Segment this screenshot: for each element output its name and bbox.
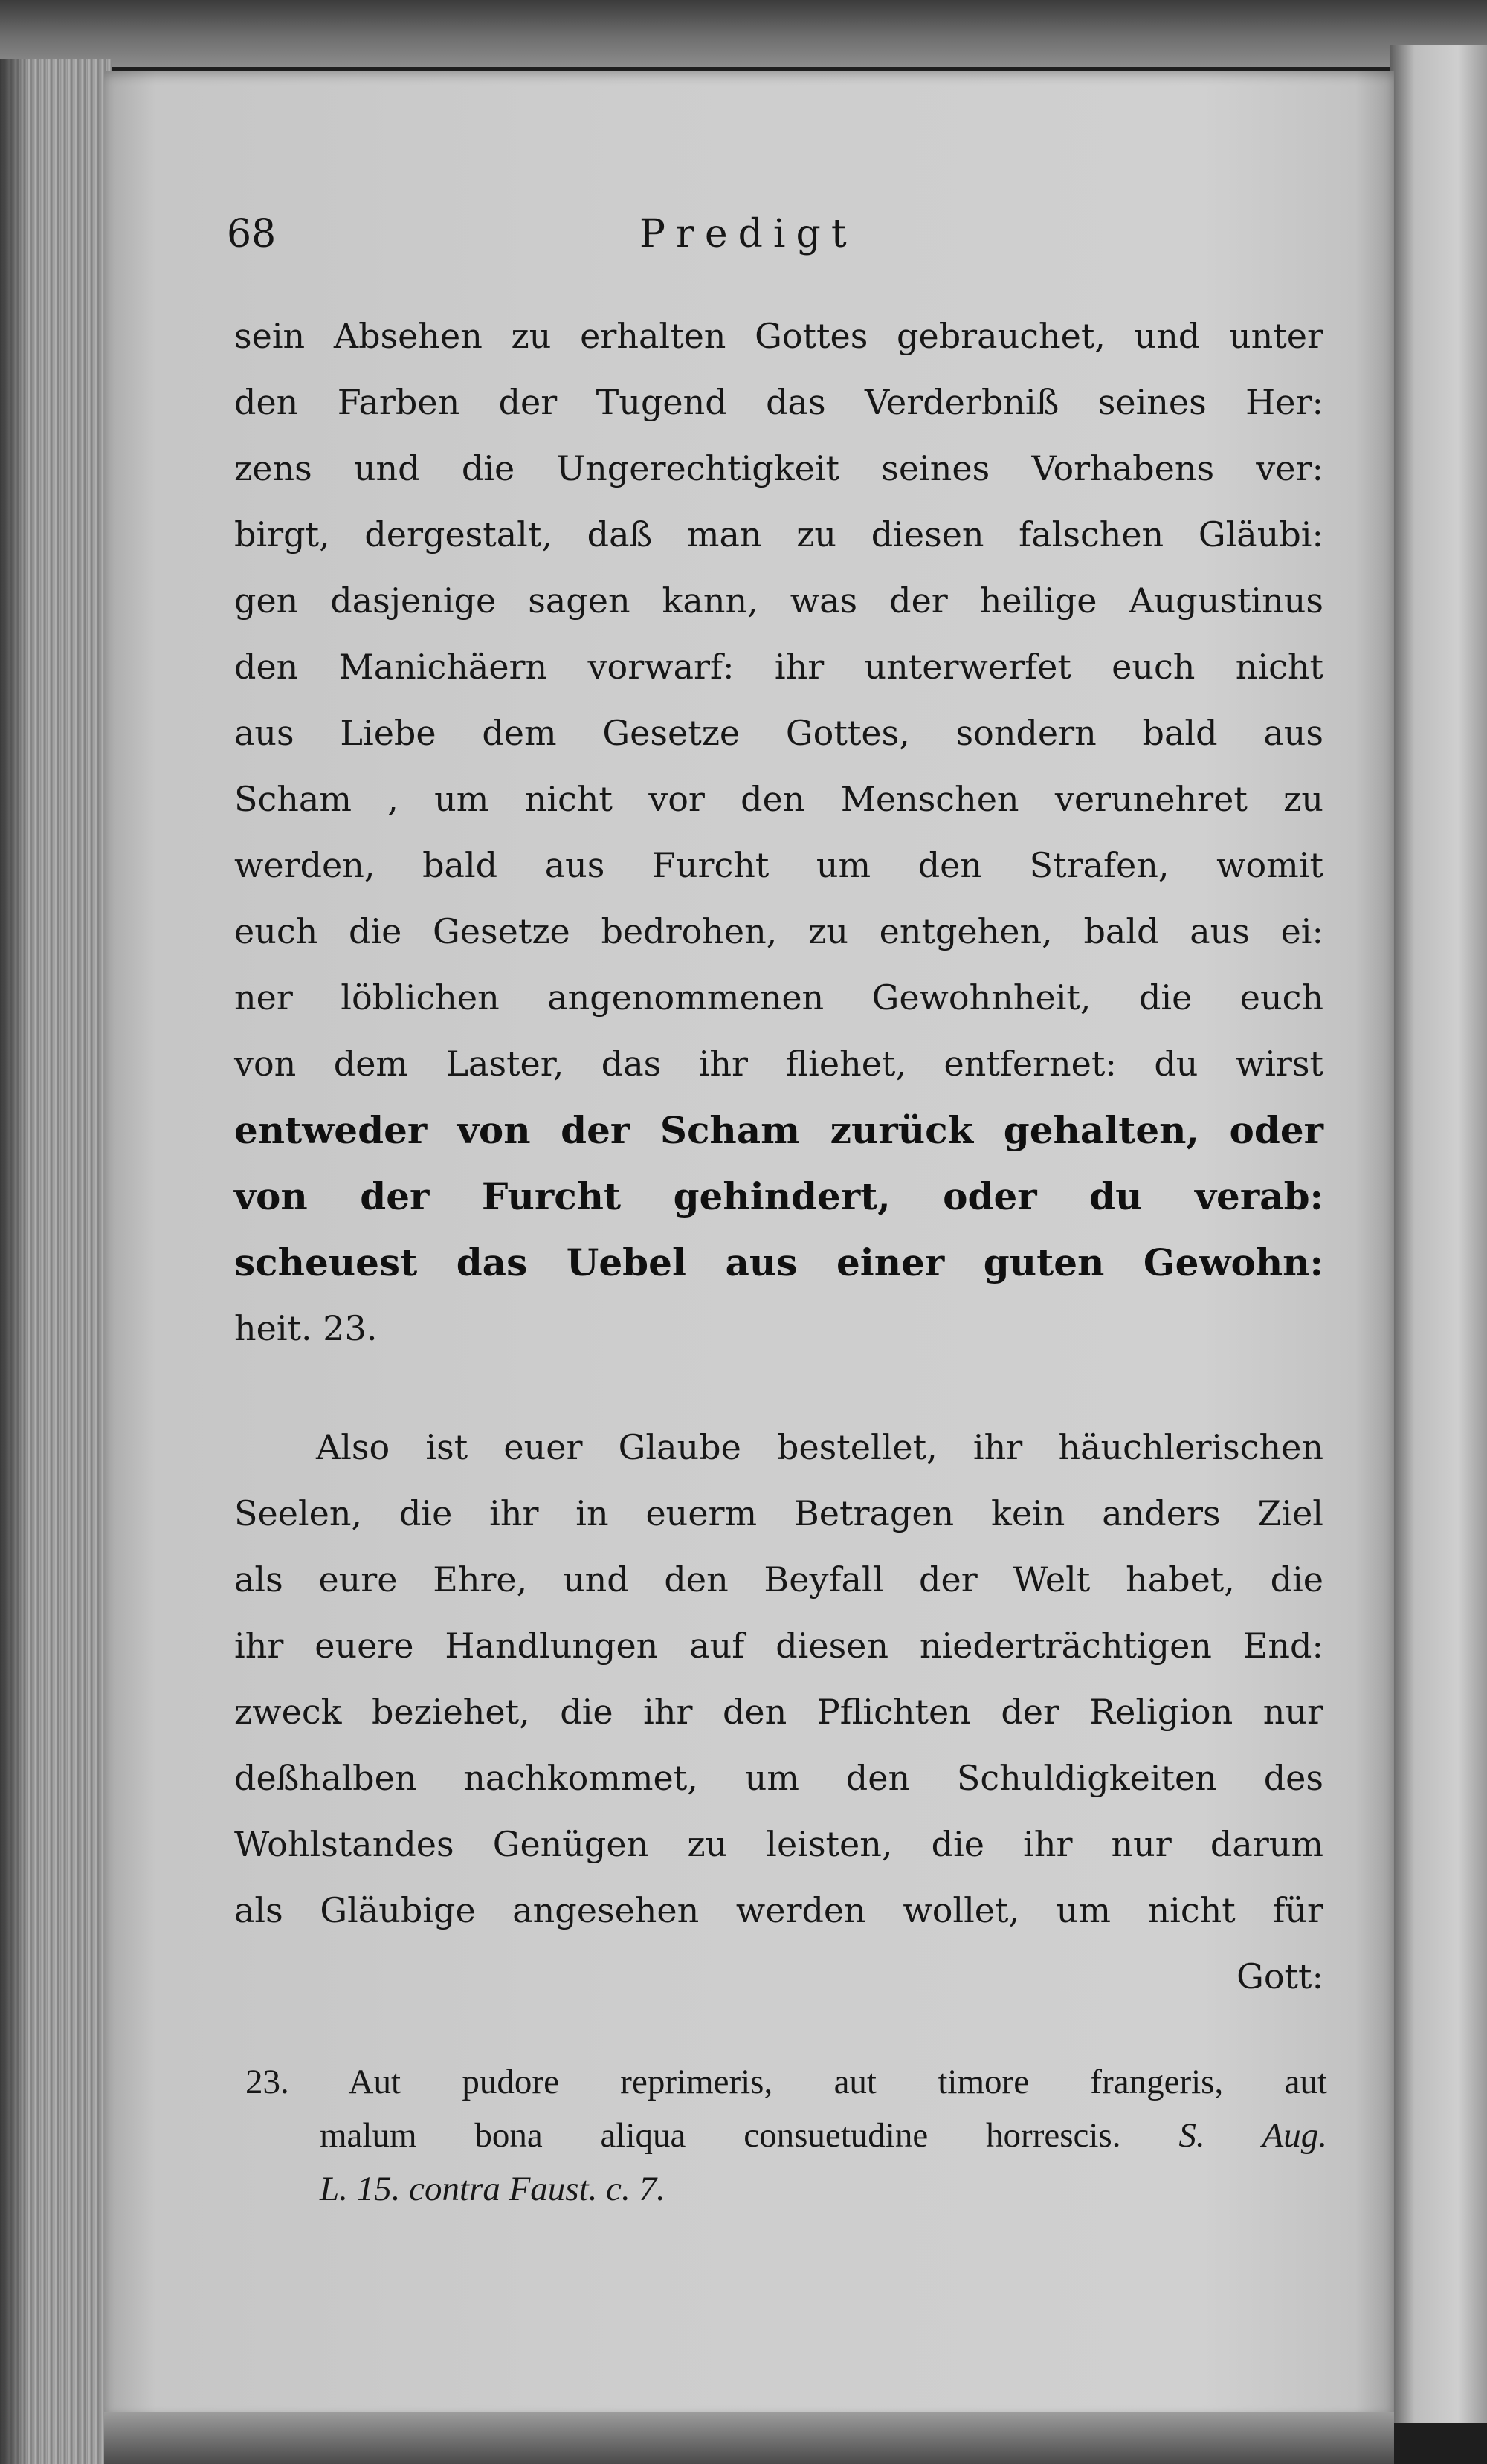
text-line: zens und die Ungerechtigkeit seines Vorhabens ver: [234, 448, 1323, 488]
footnote-citation: S. Aug. [1178, 2116, 1328, 2155]
page-header [227, 212, 1320, 271]
text-line: Scham , um nicht vor den Menschen verunehret zu [234, 779, 1323, 819]
text-line: von dem Laster, das ihr fliehet, entfernet: du wirst [234, 1044, 1323, 1084]
running-title: Predigt [639, 212, 857, 256]
footnote-citation-line: L. 15. contra Faust. c. 7. [320, 2170, 665, 2208]
footnote-line [245, 2109, 1327, 2162]
footnote-text: malum bona aliqua consuetudine horrescis. [320, 2116, 1121, 2155]
page-bottom-shadow [104, 2412, 1394, 2464]
facing-page-edge [1390, 45, 1487, 2423]
text-line: deßhalben nachkommet, um den Schuldigkeiten des [234, 1758, 1323, 1798]
text-line: ihr euere Handlungen auf diesen niederträchtigen End: [234, 1626, 1323, 1666]
emphasized-text-line: von der Furcht gehindert, oder du verab: [234, 1174, 1323, 1218]
footnote-line [245, 2055, 1327, 2109]
text-line: den Farben der Tugend das Verderbniß seines Her: [234, 382, 1323, 422]
paragraph-2 [234, 1414, 1323, 2010]
text-line: zweck beziehet, die ihr den Pflichten der Religion nur [234, 1692, 1323, 1732]
text-line: Seelen, die ihr in euerm Betragen kein anders Ziel [234, 1493, 1323, 1533]
emphasized-text-line: scheuest das Uebel aus einer guten Gewohn: [234, 1241, 1323, 1284]
text-line: werden, bald aus Furcht um den Strafen, womit [234, 845, 1323, 885]
text-line: als eure Ehre, und den Beyfall der Welt habet, die [234, 1559, 1323, 1600]
text-line: birgt, dergestalt, daß man zu diesen falschen Gläubi: [234, 514, 1323, 554]
emphasized-text-line: entweder von der Scham zurück gehalten, oder [234, 1108, 1323, 1152]
catchword: Gott: [1236, 1956, 1323, 1996]
footnote-number: 23. [245, 2063, 289, 2101]
text-line: heit. 23. [234, 1308, 378, 1348]
text-line: den Manichäern vorwarf: ihr unterwerfet euch nicht [234, 647, 1323, 687]
text-line: euch die Gesetze bedrohen, zu entgehen, bald aus ei: [234, 911, 1323, 951]
text-line: Also ist euer Glaube bestellet, ihr häuchlerischen [316, 1427, 1323, 1467]
footnote [245, 2055, 1327, 2216]
text-line: sein Absehen zu erhalten Gottes gebrauchet, und unter [234, 316, 1323, 356]
text-line: gen dasjenige sagen kann, was der heilige Augustinus [234, 581, 1323, 621]
text-line: ner löblichen angenommenen Gewohnheit, die euch [234, 977, 1323, 1018]
paragraph-1 [234, 303, 1323, 1362]
text-line: Wohlstandes Genügen zu leisten, die ihr nur darum [234, 1824, 1323, 1864]
page-number: 68 [227, 212, 277, 256]
book-cover-edge [0, 0, 1487, 67]
footnote-text: Aut pudore reprimeris, aut timore frangeris, aut [348, 2063, 1327, 2101]
text-line: aus Liebe dem Gesetze Gottes, sondern bald aus [234, 713, 1323, 753]
text-line: als Gläubige angesehen werden wollet, um nicht für [234, 1890, 1323, 1930]
binding-shadow [0, 59, 30, 2464]
